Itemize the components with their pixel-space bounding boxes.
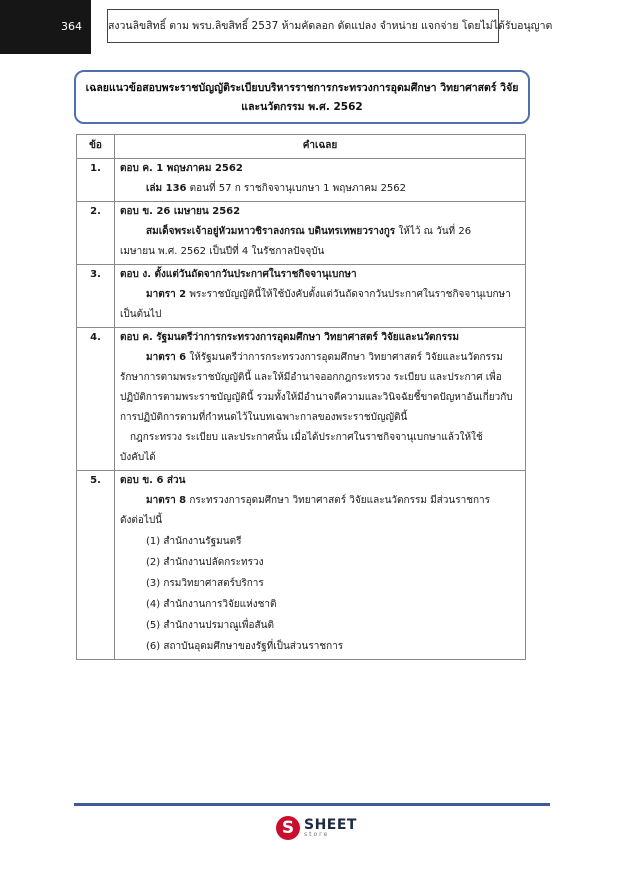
answer-heading: ตอบ ง. ตั้งแต่วันถัดจากวันประกาศในราชกิจจานุเบกษา [120,269,357,280]
answer-detail-text: พระราชบัญญัตินี้ให้ใช้บังคับตั้งแต่วันถัดจากวันประกาศในราชกิจจานุเบกษา [186,289,511,300]
answer-heading: ตอบ ค. 1 พฤษภาคม 2562 [120,163,243,174]
answer-detail [120,179,519,199]
column-header-no: ข้อ [77,135,115,159]
row-number: 3. [77,265,115,328]
answer-detail-text: ปฏิบัติการตามพระราชบัญญัตินี้ รวมทั้งให้มีอำนาจตีความและวินิจฉัยชี้ขาดปัญหาอันเกี่ยวกับ [120,392,513,403]
answer-keyword: มาตรา 8 [146,495,187,506]
row-answer-cell [115,202,526,265]
row-number: 4. [77,328,115,471]
row-answer-cell [115,328,526,471]
answer-keyword: เล่ม 136 [146,183,187,194]
answer-detail-text: ตอนที่ 57 ก ราชกิจจานุเบกษา 1 พฤษภาคม 2562 [186,183,407,194]
page-number: 364 [61,20,82,33]
answer-detail-text: กระทรวงการอุดมศึกษา วิทยาศาสตร์ วิจัยและนวัตกรรม มีส่วนราชการ [186,495,491,506]
list-item: (6) สถาบันอุดมศึกษาของรัฐที่เป็นส่วนราชการ [146,641,344,652]
list-item: (4) สำนักงานการวิจัยแห่งชาติ [146,599,277,610]
answer-detail-text: การปฏิบัติการตามที่กำหนดไว้ในบทเฉพาะกาลของพระราชบัญญัตินี้ [120,412,408,423]
answer-detail [120,222,519,242]
answer-heading: ตอบ ข. 6 ส่วน [120,475,186,486]
sheet-store-logo [276,815,357,841]
answer-keyword: สมเด็จพระเจ้าอยู่หัวมหาวชิราลงกรณ บดินทรเทพยวรางกูร [146,226,396,237]
logo-wordmark: SHEET [304,817,357,833]
answer-keyword: มาตรา 6 [146,352,187,363]
title-line-2: และนวัตกรรม พ.ศ. 2562 [241,101,363,113]
column-header-answer: คำเฉลย [115,135,526,159]
row-answer-cell [115,471,526,660]
logo-text [304,818,357,838]
list-item: (5) สำนักงานปรมาณูเพื่อสันติ [146,620,274,631]
answer-detail-text: เป็นต้นไป [120,309,162,320]
list-item: (2) สำนักงานปลัดกระทรวง [146,557,264,568]
row-number: 5. [77,471,115,660]
table-row [77,159,526,202]
answer-detail [120,491,519,511]
table-row [77,202,526,265]
logo-s-icon: S [276,816,300,840]
list-item: (3) กรมวิทยาศาสตร์บริการ [146,578,264,589]
list-item: (1) สำนักงานรัฐมนตรี [146,536,242,547]
table-row [77,265,526,328]
title-line-1: เฉลยแนวข้อสอบพระราชบัญญัติระเบียบบริหารราชการกระทรวงการอุดมศึกษา วิทยาศาสตร์ วิจัย [85,82,519,94]
answer-detail-text: ให้รัฐมนตรีว่าการกระทรวงการอุดมศึกษา วิทยาศาสตร์ วิจัยและนวัตกรรม [186,352,503,363]
table-row [77,471,526,660]
answer-heading: ตอบ ข. 26 เมษายน 2562 [120,206,241,217]
table-row [77,328,526,471]
answer-heading: ตอบ ค. รัฐมนตรีว่าการกระทรวงการอุดมศึกษา วิทยาศาสตร์ วิจัยและนวัตกรรม [120,332,459,343]
answer-detail-text: ดังต่อไปนี้ [120,515,163,526]
copyright-notice: สงวนลิขสิทธิ์ ตาม พรบ.ลิขสิทธิ์ 2537 ห้ามคัดลอก ดัดแปลง จำหน่าย แจกจ่าย โดยไม่ได้รับอนุญาต [107,9,499,43]
answer-detail-text: ให้ไว้ ณ วันที่ 26 [395,226,472,237]
answer-detail-text: กฎกระทรวง ระเบียบ และประกาศนั้น เมื่อได้ประกาศในราชกิจจานุเบกษาแล้วให้ใช้ [130,432,483,443]
row-answer-cell [115,159,526,202]
answer-keyword: มาตรา 2 [146,289,187,300]
footer-divider [74,803,550,806]
answer-detail [120,348,519,368]
document-title [74,70,530,124]
answer-detail [120,285,519,305]
row-number: 1. [77,159,115,202]
answer-table [76,134,526,660]
page-number-block [0,0,91,54]
table-header-row [77,135,526,159]
row-number: 2. [77,202,115,265]
answer-detail-text: บังคับได้ [120,452,156,463]
row-answer-cell [115,265,526,328]
answer-detail-text: เมษายน พ.ศ. 2562 เป็นปีที่ 4 ในรัชกาลปัจจุบัน [120,246,325,257]
logo-subtext: store [304,831,330,838]
answer-detail-text: รักษาการตามพระราชบัญญัตินี้ และให้มีอำนาจออกกฎกระทรวง ระเบียบ และประกาศ เพื่อ [120,372,502,383]
